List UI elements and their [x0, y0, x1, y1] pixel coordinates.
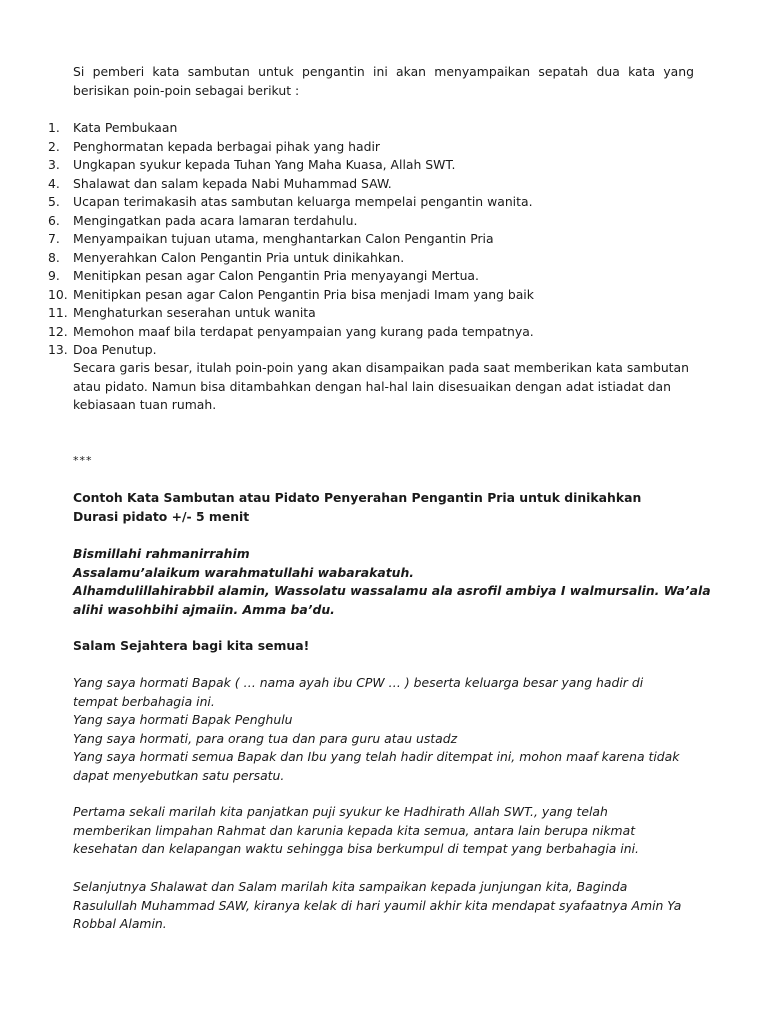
list-item-text: Ungkapan syukur kepada Tuhan Yang Maha Kuasa, Allah SWT.: [73, 157, 456, 172]
greeting: Salam Sejahtera bagi kita semua!: [73, 638, 310, 653]
list-item-number: 1.: [48, 120, 60, 135]
list-item-text: Doa Penutup.: [73, 342, 157, 357]
honorific-line: tempat berbahagia ini.: [73, 693, 215, 709]
list-item-number: 9.: [48, 268, 60, 283]
shalawat-line: Rasulullah Muhammad SAW, kiranya kelak di hari yaumil akhir kita mendapat syafaatnya Amin Ya: [73, 897, 682, 913]
list-item: [0, 304, 768, 323]
intro-paragraph: [73, 63, 694, 100]
list-item: [0, 175, 768, 194]
speech-title: Contoh Kata Sambutan atau Pidato Penyerahan Pengantin Pria untuk dinikahkan: [73, 490, 642, 505]
opening-line: Bismillahi rahmanirrahim: [73, 546, 250, 561]
gratitude-line: memberikan limpahan Rahmat dan karunia kepada kita semua, antara lain berupa nikmat: [73, 822, 636, 838]
list-item: [0, 249, 768, 268]
gratitude-paragraph: [73, 803, 703, 859]
shalawat-line: Selanjutnya Shalawat dan Salam marilah kita sampaikan kepada junjungan kita, Baginda: [73, 879, 628, 894]
list-item-text: Mengingatkan pada acara lamaran terdahulu.: [73, 212, 358, 228]
list-item-text: Menghaturkan seserahan untuk wanita: [73, 305, 316, 320]
honorific-line: Yang saya hormati Bapak ( … nama ayah ibu CPW … ) beserta keluarga besar yang hadir di: [73, 675, 644, 690]
gratitude-line: kesehatan dan kelapangan waktu sehingga bisa berkumpul di tempat yang berbahagia ini.: [73, 841, 639, 856]
summary-line: Secara garis besar, itulah poin-poin yang akan disampaikan pada saat memberikan kata sambutan: [73, 360, 689, 375]
list-item: [0, 230, 768, 249]
opening-line: alihi wasohbihi ajmaiin. Amma ba’du.: [73, 601, 335, 617]
honorific-line: Yang saya hormati Bapak Penghulu: [73, 712, 293, 727]
opening-line: Alhamdulillahirabbil alamin, Wassolatu wassalamu ala asrofil ambiya I walmursalin. Wa’ala: [73, 583, 711, 598]
list-item: [0, 323, 768, 342]
list-item-text: Shalawat dan salam kepada Nabi Muhammad SAW.: [73, 175, 392, 191]
intro-text: Si pemberi kata sambutan untuk pengantin ini akan menyampaikan sepatah dua kata yang berisikan poin-poin sebagai berikut :: [73, 64, 694, 98]
summary-paragraph: [73, 359, 703, 415]
list-item: [0, 212, 768, 231]
list-item-number: 3.: [48, 157, 60, 172]
list-item: [0, 138, 768, 157]
list-item-number: 8.: [48, 249, 60, 265]
list-item-number: 13.: [48, 342, 68, 357]
list-item-number: 6.: [48, 212, 60, 228]
honorific-line: Yang saya hormati, para orang tua dan para guru atau ustadz: [73, 730, 458, 746]
list-item-number: 7.: [48, 231, 60, 246]
list-item-text: Memohon maaf bila terdapat penyampaian yang kurang pada tempatnya.: [73, 323, 534, 339]
list-item-text: Penghormatan kepada berbagai pihak yang hadir: [73, 138, 380, 154]
list-item-number: 12.: [48, 323, 68, 339]
summary-line: kebiasaan tuan rumah.: [73, 397, 217, 412]
list-item-text: Menitipkan pesan agar Calon Pengantin Pria menyayangi Mertua.: [73, 268, 479, 283]
honorific-line: dapat menyebutkan satu persatu.: [73, 767, 285, 783]
opening-paragraph: [73, 545, 711, 619]
speech-duration: Durasi pidato +/- 5 menit: [73, 508, 250, 524]
list-item-number: 4.: [48, 175, 60, 191]
shalawat-paragraph: [73, 878, 703, 934]
list-item: [0, 156, 768, 175]
summary-line: atau pidato. Namun bisa ditambahkan dengan hal-hal lain disesuaikan dengan adat istiadat dan: [73, 378, 671, 394]
honorifics-paragraph: [73, 674, 703, 785]
list-item: [0, 341, 768, 360]
list-item-text: Kata Pembukaan: [73, 120, 178, 135]
list-item: [0, 286, 768, 305]
list-item-text: Menyerahkan Calon Pengantin Pria untuk dinikahkan.: [73, 249, 405, 265]
points-list: [0, 119, 768, 360]
list-item-number: 11.: [48, 305, 68, 320]
shalawat-line: Robbal Alamin.: [73, 916, 167, 931]
list-item-text: Ucapan terimakasih atas sambutan keluarga mempelai pengantin wanita.: [73, 194, 533, 209]
list-item-text: Menitipkan pesan agar Calon Pengantin Pria bisa menjadi Imam yang baik: [73, 286, 534, 302]
list-item-number: 10.: [48, 286, 68, 302]
honorific-line: Yang saya hormati semua Bapak dan Ibu yang telah hadir ditempat ini, mohon maaf karena tidak: [73, 749, 680, 764]
list-item-text: Menyampaikan tujuan utama, menghantarkan Calon Pengantin Pria: [73, 231, 494, 246]
list-item: [0, 267, 768, 286]
list-item-number: 5.: [48, 194, 60, 209]
opening-line: Assalamu’alaikum warahmatullahi wabarakatuh.: [73, 564, 414, 580]
list-item: [0, 193, 768, 212]
list-item: [0, 119, 768, 138]
separator: ***: [73, 454, 93, 467]
speech-heading: [73, 489, 703, 526]
gratitude-line: Pertama sekali marilah kita panjatkan puji syukur ke Hadhirath Allah SWT., yang telah: [73, 804, 608, 819]
list-item-number: 2.: [48, 138, 60, 154]
